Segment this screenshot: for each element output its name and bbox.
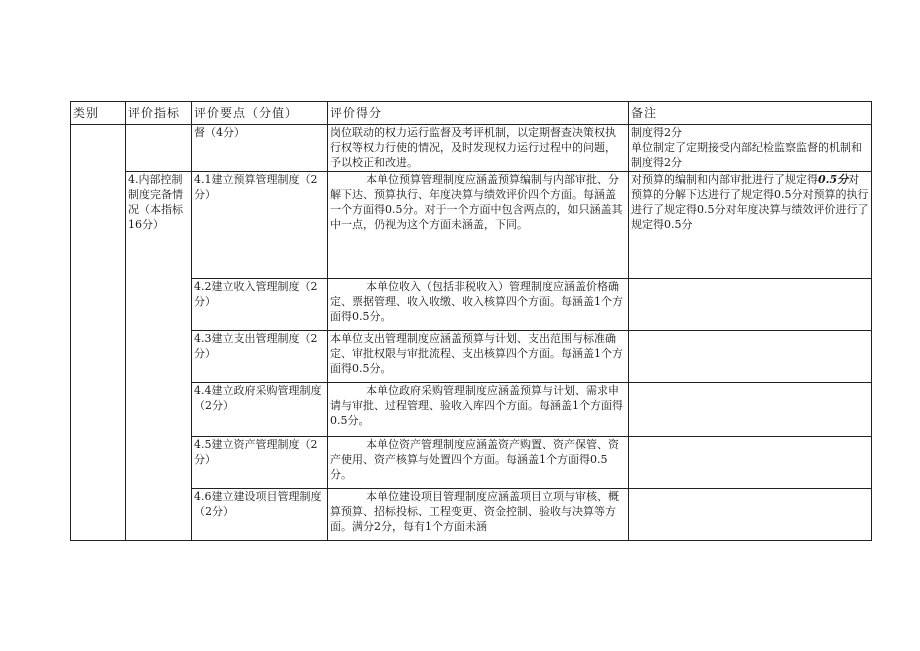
scoring-cell: 岗位联动的权力运行监督及考评机制，以定期督查决策权执行权等权力行使的情况，及时发现权力运行过程中的问题，予以校正和改进。: [328, 125, 629, 172]
table-row: [71, 383, 872, 437]
indicator-4-label: 4.内部控制制度完备情况（本指标16分）: [128, 173, 183, 231]
header-points: 评价要点（分值）: [192, 102, 328, 125]
remarks-cell: [629, 279, 872, 331]
points-cell: 4.4建立政府采购管理制度（2分）: [192, 383, 328, 437]
remarks-cell: [629, 489, 872, 541]
scoring-cell: 本单位政府采购管理制度应涵盖预算与计划、需求申请与审批、过程管理、验收入库四个方面。每涵盖1个方面得0.5分。: [328, 383, 629, 437]
table-row: [71, 279, 872, 331]
evaluation-table: [70, 101, 872, 541]
header-category: 类别: [71, 102, 126, 125]
header-row: [71, 102, 872, 125]
indicator-cell: [126, 125, 192, 172]
header-remarks: 备注: [629, 102, 872, 125]
scoring-cell: 本单位预算管理制度应涵盖预算编制与内部审批、分解下达、预算执行、年度决算与绩效评价四个方面。每涵盖一个方面得0.5分。对于一个方面中包含两点的，如只涵盖其中一点，仍视为这个方面未涵盖，下同。: [328, 172, 629, 279]
table-row: [71, 125, 872, 172]
scoring-cell: 本单位支出管理制度应涵盖预算与计划、支出范围与标准确定、审批权限与审批流程、支出核算四个方面。每涵盖1个方面得0.5分。: [328, 331, 629, 383]
points-cell: 4.3建立支出管理制度（2分）: [192, 331, 328, 383]
scoring-cell: 本单位资产管理制度应涵盖资产购置、资产保管、资产使用、资产核算与处置四个方面。每涵盖1个方面得0.5分。: [328, 437, 629, 489]
points-cell: 4.2建立收入管理制度（2分）: [192, 279, 328, 331]
remarks-cell: 制度得2分 单位制定了定期接受内部纪检监察监督的机制和制度得2分: [629, 125, 872, 172]
header-indicator: 评价指标: [126, 102, 192, 125]
points-cell: 4.5建立资产管理制度（2分）: [192, 437, 328, 489]
scoring-cell: 本单位建设项目管理制度应涵盖项目立项与审核、概算预算、招标投标、工程变更、资金控制、验收与决算等方面。满分2分，每有1个方面未涵: [328, 489, 629, 541]
indicator-4-cell: [126, 172, 192, 541]
points-cell: 督（4分）: [192, 125, 328, 172]
table-row: [71, 172, 872, 279]
points-cell: 4.6建立建设项目管理制度（2分）: [192, 489, 328, 541]
points-cell: 4.1建立预算管理制度（2分）: [192, 172, 328, 279]
header-scoring: 评价得分: [328, 102, 629, 125]
table-row: [71, 331, 872, 383]
remarks-score: 0.5分: [818, 173, 849, 186]
remarks-cell: [629, 383, 872, 437]
remarks-cell: 对预算的编制和内部审批进行了规定得0.5分对预算的分解下达进行了规定得0.5分对预算的执行进行了规定得0.5分对年度决算与绩效评价进行了规定得0.5分: [629, 172, 872, 279]
category-cell: [71, 125, 126, 541]
remarks-cell: [629, 437, 872, 489]
table-row: [71, 437, 872, 489]
table-row: [71, 489, 872, 541]
remarks-cell: [629, 331, 872, 383]
scoring-cell: 本单位收入（包括非税收入）管理制度应涵盖价格确定、票据管理、收入收缴、收入核算四个方面。每涵盖1个方面得0.5分。: [328, 279, 629, 331]
